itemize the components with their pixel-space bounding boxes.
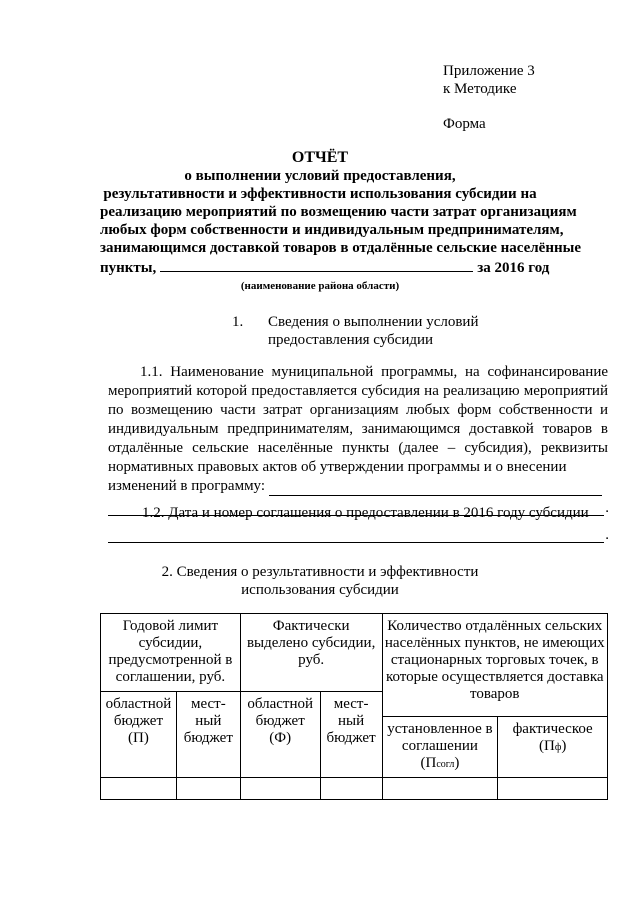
- paragraph-1-1: [108, 363, 608, 516]
- section2-title-line1: 2. Сведения о результативности и эффективности: [161, 564, 479, 580]
- header-annual-limit: Годовой лимит субсидии, предусмотренной в соглашении, руб.: [101, 614, 241, 692]
- planned-symbol: (Псогл): [420, 755, 460, 771]
- header-settlements-count: Количество отдалённых сельских населённых пунктов, не имеющих стационарных торговых точек, в которые осуществляется доставка товаров: [382, 614, 607, 717]
- line-end-dot: .: [605, 500, 609, 516]
- planned-label: установленное в соглашении: [387, 721, 493, 754]
- program-changes-field[interactable]: [269, 481, 602, 496]
- section1-title-line1: Сведения о выполнении условий: [268, 314, 479, 330]
- paragraph-1-1-text: 1.1. Наименование муниципальной программы, на софинансирование мероприятий которой предоставляется субсидия на реализацию мероприятий по возмещению части затрат организациям любых форм собственности и индивидуальным предпринимателям, занимающимся доставкой товаров в отдалённые сельские населённые пункты (далее – субсидия), реквизиты нормативных правовых актов об утверждении программы и о внесении: [108, 364, 608, 475]
- cell-local-actual[interactable]: [320, 778, 382, 800]
- cell-actual-settlements[interactable]: [498, 778, 608, 800]
- local-budget-label-1: мест-: [190, 696, 226, 712]
- line-end-dot: .: [605, 527, 609, 543]
- agreement-date-number-field[interactable]: [108, 523, 609, 543]
- report-title-line-district: [100, 257, 550, 277]
- report-title-line: занимающимся доставкой товаров в отдалённые сельские населённые: [100, 240, 581, 256]
- header-local-budget-2: [320, 692, 382, 778]
- actual-label: фактическое: [512, 721, 593, 737]
- regional-budget-label: областной бюджет: [247, 696, 314, 729]
- section1-heading: [232, 313, 478, 349]
- paragraph-1-2: [108, 504, 608, 543]
- regional-budget-label: областной бюджет: [105, 696, 172, 729]
- report-title-line: результативности и эффективности использования субсидии на: [103, 186, 537, 202]
- cell-regional-limit[interactable]: [101, 778, 177, 800]
- district-caption: (наименование района области): [240, 280, 400, 292]
- section1-title-line2: предоставления субсидии: [268, 332, 434, 348]
- header-actual: [498, 717, 608, 778]
- form-label: Форма: [443, 116, 486, 132]
- symbol-f: (Ф): [269, 730, 292, 746]
- header-regional-budget-p: [101, 692, 177, 778]
- local-budget-label-1: мест-: [333, 696, 369, 712]
- local-budget-label-3: бюджет: [183, 730, 233, 746]
- table-row: [101, 778, 608, 800]
- section1-number: 1.: [232, 314, 244, 330]
- district-name-field[interactable]: [160, 257, 473, 272]
- header-regional-budget-f: [240, 692, 320, 778]
- symbol-p: (П): [128, 730, 149, 746]
- header-local-budget-1: [176, 692, 240, 778]
- actual-index: ф: [554, 742, 562, 753]
- local-budget-label-2: ный: [338, 713, 365, 729]
- program-changes-line: [108, 477, 608, 496]
- title-year: за 2016 год: [477, 260, 550, 276]
- section2-title-line2: использования субсидии: [241, 582, 399, 598]
- report-title-line: реализацию мероприятий по возмещению части затрат организациям: [100, 204, 577, 220]
- appendix-reference: [443, 62, 535, 98]
- report-title-line: любых форм собственности и индивидуальным предпринимателям,: [100, 222, 564, 238]
- planned-index: согл: [436, 759, 455, 770]
- local-budget-label-2: ный: [195, 713, 222, 729]
- paragraph-1-2-text: 1.2. Дата и номер соглашения о предоставлении в 2016 году субсидии: [142, 505, 589, 521]
- header-actually-allocated: Фактически выделено субсидии, руб.: [240, 614, 382, 692]
- section2-heading: [120, 563, 520, 599]
- actual-symbol: (Пф): [538, 738, 567, 754]
- cell-local-limit[interactable]: [176, 778, 240, 800]
- report-title-main: ОТЧЁТ: [291, 149, 349, 166]
- program-changes-label: изменений в программу:: [108, 478, 266, 494]
- header-planned-in-agreement: [382, 717, 498, 778]
- report-title-line: о выполнении условий предоставления,: [184, 168, 456, 184]
- cell-regional-actual[interactable]: [240, 778, 320, 800]
- local-budget-label-3: бюджет: [326, 730, 376, 746]
- results-table: [100, 613, 608, 800]
- title-points-word: пункты,: [100, 260, 157, 276]
- report-title: [100, 149, 581, 293]
- appendix-method: к Методике: [443, 81, 517, 97]
- appendix-number: Приложение 3: [443, 63, 535, 79]
- cell-planned-settlements[interactable]: [382, 778, 498, 800]
